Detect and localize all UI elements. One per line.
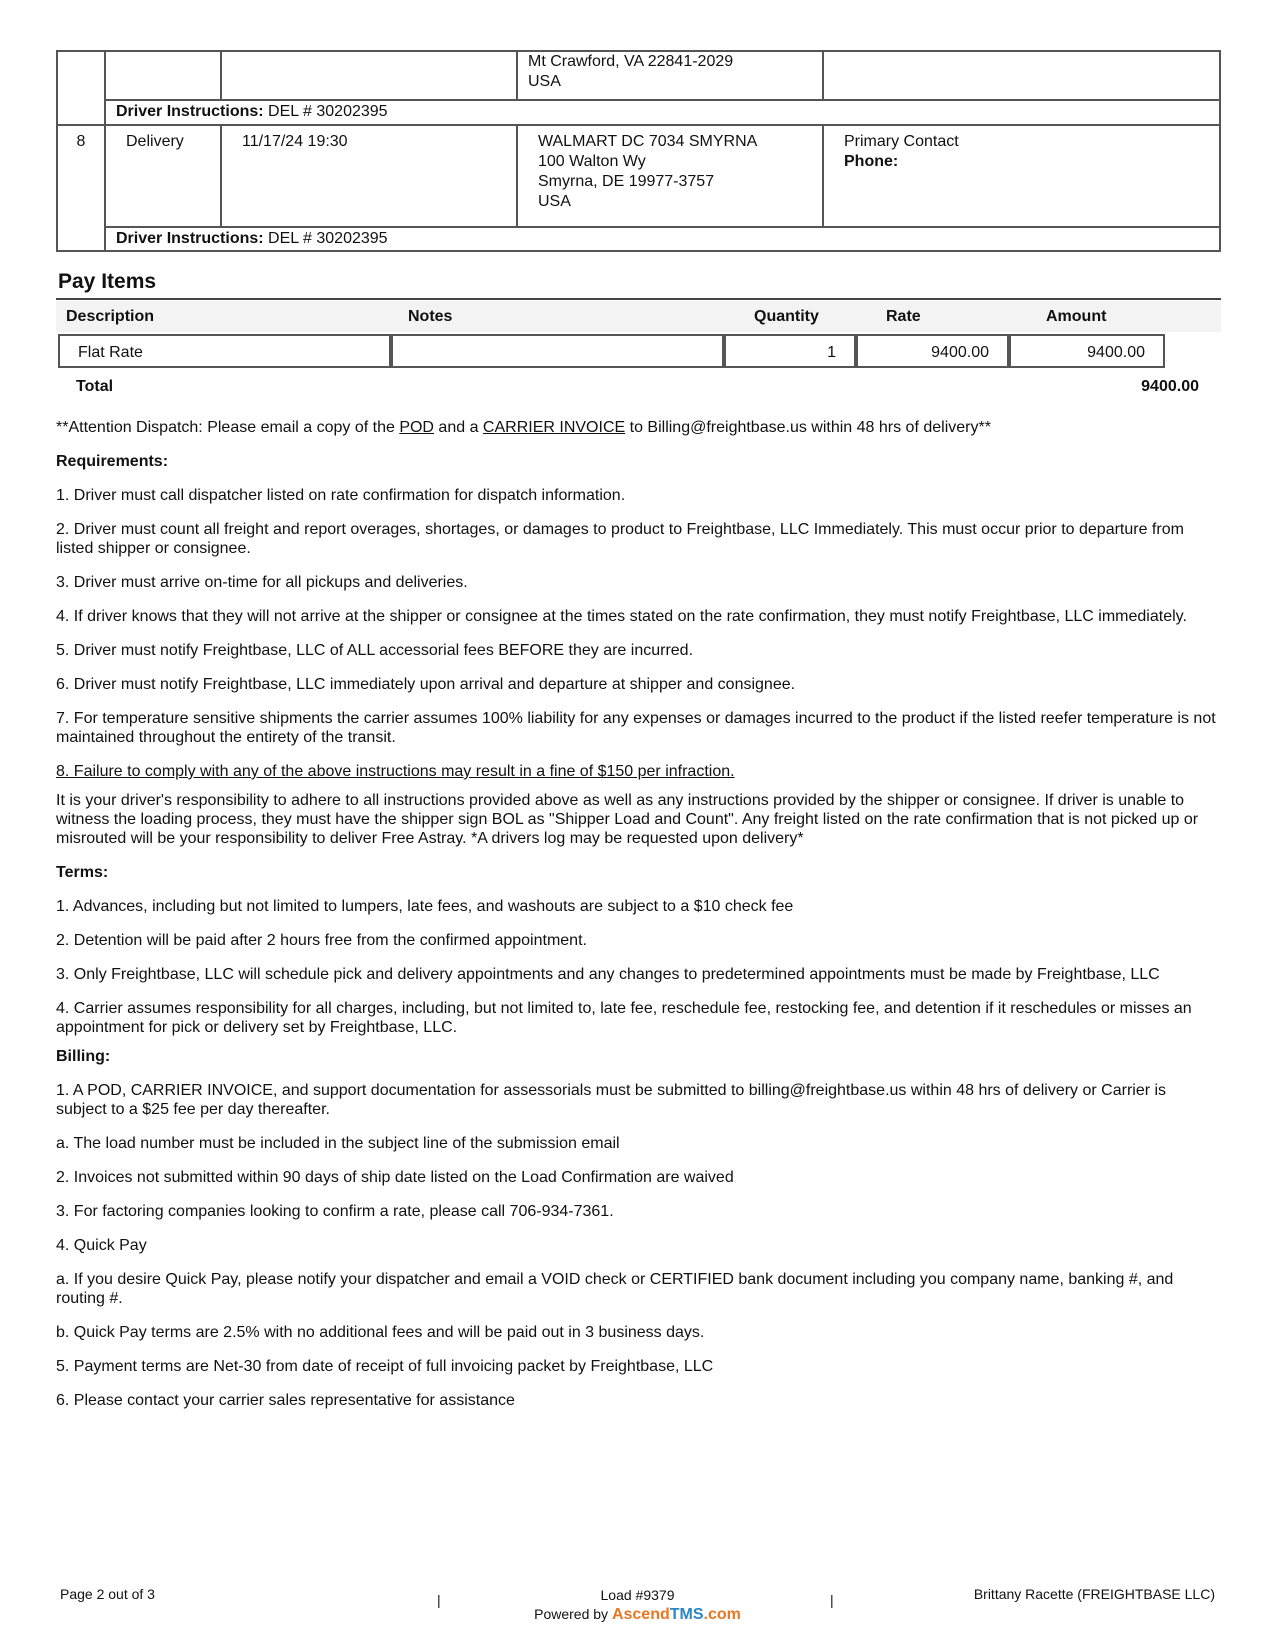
attention-notice bbox=[56, 418, 1221, 437]
billing-item: 5. Payment terms are Net-30 from date of receipt of full invoicing packet by Freightbase, LLC bbox=[56, 1358, 714, 1375]
requirement-item: 7. For temperature sensitive shipments the carrier assumes 100% liability for any expenses or damages incurred to the product if the listed reefer temperature is not maintained throughout the entirety of the transit. bbox=[56, 710, 1216, 746]
requirement-item: 4. If driver knows that they will not arrive at the shipper or consignee at the times stated on the rate confirmation, they must notify Freightbase, LLC immediately. bbox=[56, 608, 1187, 625]
billing-item: 3. For factoring companies looking to confirm a rate, please call 706-934-7361. bbox=[56, 1203, 614, 1220]
billing-item: 1. A POD, CARRIER INVOICE, and support documentation for assessorials must be submitted to billing@freightbase.us within 48 hrs of delivery or Carrier is subject to a $25 fee per day thereafter. bbox=[56, 1082, 1167, 1118]
stop-row-8 bbox=[57, 125, 1220, 227]
requirement-item: 2. Driver must count all freight and report overages, shortages, or damages to product to Freightbase, LLC Immediately. This must occur prior to departure from listed shipper or consignee. bbox=[56, 521, 1184, 557]
contact-name: Primary Contact bbox=[844, 133, 959, 150]
section-divider bbox=[56, 298, 1221, 300]
pay-items-title: Pay Items bbox=[58, 270, 157, 293]
stop-datetime: 11/17/24 19:30 bbox=[221, 125, 517, 227]
stop-contact bbox=[823, 125, 1220, 227]
phone-label: Phone: bbox=[844, 153, 899, 170]
pay-item-rate: 9400.00 bbox=[856, 334, 1009, 368]
stop-address bbox=[517, 125, 823, 227]
pay-item-quantity: 1 bbox=[724, 334, 856, 368]
requirement-item: 3. Driver must arrive on-time for all pickups and deliveries. bbox=[56, 574, 468, 591]
driver-instructions-row bbox=[57, 227, 1220, 251]
header-amount: Amount bbox=[1046, 307, 1107, 325]
requirement-fine: 8. Failure to comply with any of the above instructions may result in a fine of $150 per infraction. bbox=[56, 763, 735, 780]
address-line: USA bbox=[538, 193, 571, 210]
header-notes: Notes bbox=[408, 307, 453, 325]
header-description: Description bbox=[66, 307, 155, 325]
billing-title: Billing: bbox=[56, 1048, 111, 1065]
attention-text: **Attention Dispatch: Please email a copy of the bbox=[56, 419, 400, 436]
terms-item: 4. Carrier assumes responsibility for all charges, including, but not limited to, late fee, reschedule fee, restocking fee, and detention if it reschedules or misses an appointment for pick or delivery set by Freightbase, LLC. bbox=[56, 1000, 1192, 1036]
driver-instructions-value: DEL # 30202395 bbox=[268, 103, 388, 121]
billing-item: 6. Please contact your carrier sales representative for assistance bbox=[56, 1392, 515, 1409]
requirement-item: 5. Driver must notify Freightbase, LLC of ALL accessorial fees BEFORE they are incurred. bbox=[56, 642, 694, 659]
powered-by-label: Powered by bbox=[534, 1606, 612, 1622]
terms-item: 1. Advances, including but not limited to lumpers, late fees, and washouts are subject to a $10 check fee bbox=[56, 898, 794, 915]
address-line: Mt Crawford, VA 22841-2029 bbox=[528, 53, 734, 70]
terms-title: Terms: bbox=[56, 864, 109, 881]
attention-text: to Billing@freightbase.us within 48 hrs of delivery** bbox=[625, 419, 991, 436]
driver-instructions-value: DEL # 30202395 bbox=[268, 230, 388, 247]
requirement-item: 6. Driver must notify Freightbase, LLC immediately upon arrival and departure at shipper and consignee. bbox=[56, 676, 796, 693]
pay-item-amount: 9400.00 bbox=[1009, 334, 1165, 368]
brand-com: .com bbox=[703, 1606, 741, 1623]
stops-table bbox=[56, 50, 1221, 252]
load-number: Load #9379 bbox=[600, 1587, 675, 1603]
billing-item: 2. Invoices not submitted within 90 days of ship date listed on the Load Confirmation are waived bbox=[56, 1169, 734, 1186]
total-label: Total bbox=[76, 378, 114, 395]
pay-items-header bbox=[56, 301, 1221, 332]
powered-by bbox=[0, 1605, 1275, 1624]
responsibility-paragraph: It is your driver's responsibility to adhere to all instructions provided above as well as any instructions provided by the shipper or consignee. If driver is unable to witness the loading process, they must have the shipper sign BOL as "Shipper Load and Count". Any freight listed on the rate confirmation that is not picked up or misrouted will be your responsibility to deliver Free Astray. *A drivers log may be requested upon delivery* bbox=[56, 792, 1199, 847]
footer-separator: | bbox=[437, 1592, 441, 1608]
footer-separator: | bbox=[830, 1592, 834, 1608]
requirement-item: 1. Driver must call dispatcher listed on rate confirmation for dispatch information. bbox=[56, 487, 626, 504]
attention-pod: POD bbox=[399, 419, 434, 436]
driver-instructions-label: Driver Instructions: bbox=[116, 103, 264, 121]
header-quantity: Quantity bbox=[754, 307, 819, 325]
stop-row-previous bbox=[57, 51, 1220, 100]
terms-item: 3. Only Freightbase, LLC will schedule pick and delivery appointments and any changes to predetermined appointments must be made by Freightbase, LLC bbox=[56, 966, 1160, 983]
address-line: 100 Walton Wy bbox=[538, 153, 646, 170]
address-line: WALMART DC 7034 SMYRNA bbox=[538, 133, 758, 150]
attention-invoice: CARRIER INVOICE bbox=[482, 419, 626, 436]
stop-type: Delivery bbox=[105, 125, 221, 227]
terms-body bbox=[56, 418, 1221, 1410]
driver-instructions-row bbox=[57, 100, 1220, 125]
stop-address bbox=[517, 51, 823, 100]
billing-item: 4. Quick Pay bbox=[56, 1237, 147, 1254]
footer-user: Brittany Racette (FREIGHTBASE LLC) bbox=[973, 1586, 1215, 1602]
stop-number: 8 bbox=[57, 125, 105, 251]
pay-item-row bbox=[56, 334, 1221, 368]
billing-item: b. Quick Pay terms are 2.5% with no additional fees and will be paid out in 3 business days. bbox=[56, 1324, 705, 1341]
address-line: USA bbox=[528, 73, 561, 90]
attention-text: and a bbox=[433, 419, 483, 436]
terms-item: 2. Detention will be paid after 2 hours free from the confirmed appointment. bbox=[56, 932, 587, 949]
address-line: Smyrna, DE 19977-3757 bbox=[538, 173, 715, 190]
brand-ascend: Ascend bbox=[611, 1606, 670, 1623]
header-rate: Rate bbox=[886, 307, 921, 325]
billing-item: a. The load number must be included in the subject line of the submission email bbox=[56, 1135, 620, 1152]
pay-item-notes bbox=[391, 334, 724, 368]
brand-tms: TMS bbox=[669, 1606, 704, 1623]
page-number: Page 2 out of 3 bbox=[60, 1586, 155, 1602]
pay-items-total bbox=[56, 378, 1221, 396]
total-value: 9400.00 bbox=[1141, 378, 1199, 395]
pay-item-description: Flat Rate bbox=[58, 334, 391, 368]
billing-item: a. If you desire Quick Pay, please notify your dispatcher and email a VOID check or CERTIFIED bank document including you company name, banking #, and routing #. bbox=[56, 1271, 1174, 1307]
requirements-title: Requirements: bbox=[56, 453, 169, 470]
document-page bbox=[56, 50, 1221, 1425]
driver-instructions-label: Driver Instructions: bbox=[116, 230, 264, 247]
